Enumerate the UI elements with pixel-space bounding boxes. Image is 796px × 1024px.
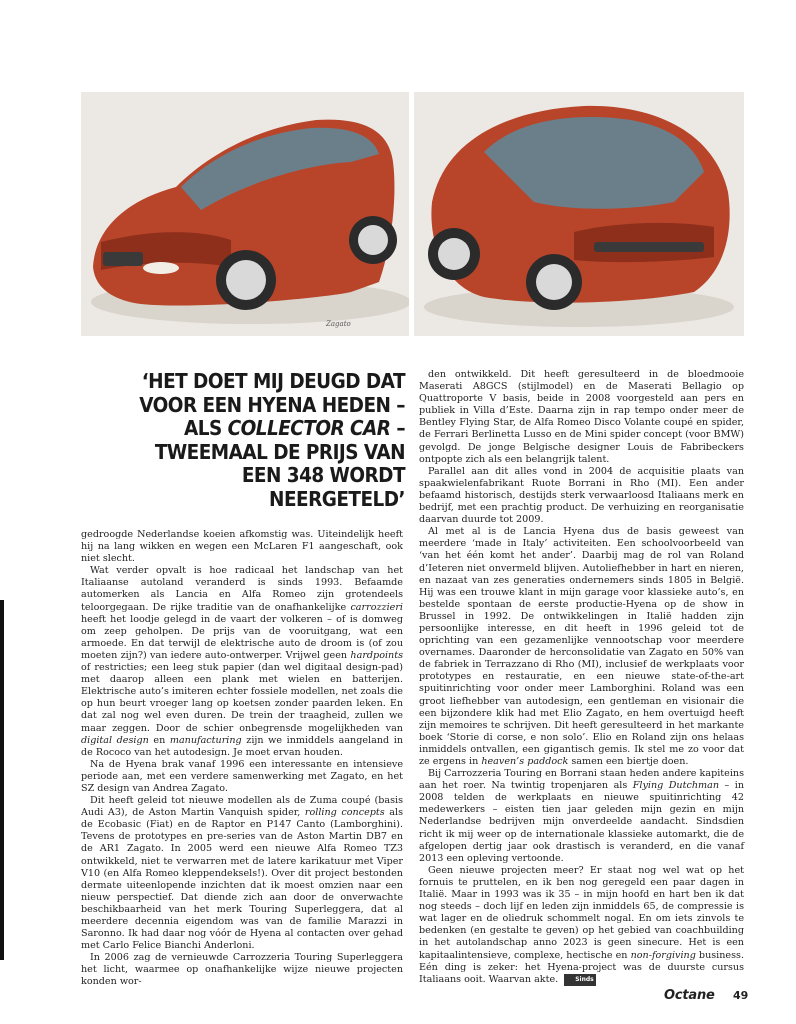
italic-phrase: manufacturing (169, 734, 242, 746)
paragraph-text: heeft het loodje gelegd in de vaart der volkeren – of is domweg om zeep geholpen. De prijs van de vooruitgang, wat een armoede. En dat terwijl de elektrische auto de droom is (of zou moeten zijn?) van iedere auto-ontwerper. Vrijwel geen (81, 613, 403, 661)
car-front-illustration (81, 92, 409, 336)
italic-phrase: heaven’s paddock (481, 756, 569, 767)
pull-quote-italic: COLLECTOR CAR (227, 416, 391, 440)
paragraph-text: Parallel aan dit alles vond in 2004 de acquisitie plaats van spaakwielenfabrikant Ruote Borrani in Rho (MI). Een ander befaamd historisch, destijds sterk verwaarloosd Italiaans merk en bedrijf, met een prachtig product. De verhuizing en reorganisatie daarvan duurde tot 2009. (419, 465, 744, 526)
italic-phrase: hardpoints (350, 649, 403, 661)
paragraph-text: Na de Hyena brak vanaf 1996 een interessante en intensieve periode aan, met een verdere samenwerking met Zagato, en het SZ design van Andrea Zagato. (81, 758, 403, 794)
paragraph-text: business. Eén ding is zeker: het Hyena-project was de duurste cursus Italiaans ooit. Waarvan akte. (419, 949, 744, 985)
paragraph-text: als de Ecobasic (Fiat) en de Raptor en P147 Canto (Lamborghini). Tevens de prototypes en pre-series van de Aston Martin DB7 en de AR1 Zagato. In 2005 werd een nieuwe Alfa Romeo TZ3 ontwikkeld, niet te verwarren met de latere karikatuur met Viper V10 (en Alfa Romeo kleppendeksels!). Over dit project bestonden dermate uiteenlopende inzichten dat ik moest omzien naar een nieuw perspectief. Dat diende zich aan door de onverwachte beschikbaarheid van het merk Touring Superleggera, dat al meerdere decennia eigendom was van de familie Marazzi in Saronno. Ik had daar nog vóór de Hyena al contacten over gehad met Carlo Felice Bianchi Anderloni. (81, 807, 403, 952)
artist-signature: Zagato (326, 320, 351, 328)
article-paragraph (419, 369, 744, 466)
paragraph-text: Geen nieuwe projecten meer? Er staat nog wel wat op het fornuis te pruttelen, en ik ben nog geregeld een paar dagen in Italië. Maar in 1993 was ik 35 – in mijn hoofd en hart ben ik dat nog steeds – doch lijf en leden zijn inmiddels 65, de compressie is wat lager en de oliedruk schommelt nogal. En om iets zinvols te bedenken (en gestalte te geven) op het gebied van coachbuilding in het autolandschap anno 2023 is geen sinecure. Het is een kapitaalintensieve, complexe, hectische en (419, 864, 744, 961)
article-paragraph (419, 466, 744, 526)
article-paragraph (81, 565, 403, 759)
page-number: 49 (733, 989, 749, 1002)
paragraph-text: den ontwikkeld. Dit heeft geresulteerd in de bloedmooie Maserati A8GCS (stijlmodel) en de Maserati Bellagio op Quattroporte V basis, beide in 2008 voorgesteld aan pers en publiek in Villa d’Este. Daarna zijn in rap tempo onder meer de Bentley Flying Star, de Alfa Romeo Disco Volante coupé en spider, de Ferrari Berlinetta Lusso en de Mini spider concept (voor BMW) gevolgd. De jonge Belgische designer Louis de Fabribeckers ontpopte zich als een belangrijk talent. (419, 369, 744, 465)
article-paragraph (419, 865, 744, 986)
italic-phrase: rolling concepts (304, 807, 385, 819)
article-paragraph (419, 768, 744, 865)
article-paragraph (81, 529, 403, 565)
car-sketch-front-image (81, 92, 409, 336)
pull-quote-part-1: ‘HET DOET MIJ DEUGD DAT VOOR EEN HYENA HEDEN – ALS (139, 369, 405, 440)
article-paragraph (81, 952, 403, 988)
paragraph-text: samen een biertje doen. (568, 756, 689, 767)
italic-phrase: digital design (81, 734, 149, 746)
car-rear-illustration (414, 92, 744, 336)
paragraph-text: gedroogde Nederlandse koeien afkomstig was. Uiteindelijk heeft hij na lang wikken en wegen een McLaren F1 aangeschaft, ook niet slecht. (81, 529, 403, 565)
italic-phrase: Flying Dutchman (632, 780, 720, 792)
italic-phrase: carrozzieri (350, 601, 403, 613)
article-column-left (81, 529, 403, 989)
article-column-right (419, 369, 744, 986)
article-paragraph (419, 526, 744, 768)
italic-phrase: non-forgiving (630, 949, 696, 961)
paragraph-text: Dit heeft geleid tot nieuwe modellen als de Zuma coupé (basis Audi A3), de Aston Martin Vanquish spider, (81, 795, 403, 819)
pull-quote-part-2: – TWEEMAAL DE PRIJS VAN EEN 348 WORDT NEERGETELD’ (154, 416, 405, 511)
article-paragraph (81, 759, 403, 795)
end-mark: Sinds (564, 974, 596, 986)
page-edge-bar (0, 600, 4, 960)
paragraph-text: – in 2008 telden de werkplaats en nieuwe spuitinrichting 42 medewerkers – eisten tien jaar geleden mijn gezin en mijn Nederlandse bedrijven mijn onverdeelde aandacht. Sindsdien richt ik mij weer op de internationale klassieke automarkt, die de afgelopen dertig jaar ook drastisch is veranderd, en die vanaf 2013 een opleving vertoonde. (419, 780, 744, 864)
pull-quote (113, 370, 406, 511)
article-paragraph (81, 795, 403, 952)
paragraph-text: Bij Carrozzeria Touring en Borrani staan heden andere kapiteins aan het roer. Na twintig tropenjaren als (419, 768, 744, 792)
magazine-logo: Octane (664, 988, 715, 1003)
paragraph-text: Al met al is de Lancia Hyena dus de basis geweest van meerdere ‘made in Italy’ activiteiten. Een schoolvoorbeeld van ‘van het één komt het ander’. Daarbij mag de rol van Roland d’Ieteren niet onvermeld blijven. Autoliefhebber in hart en nieren, en nazaat van zes generaties ondernemers sinds 1805 in België. Hij was een trouwe klant in mijn garage voor klassieke auto’s, en bestelde spontaan de eerste productie-Hyena op de show in Brussel in 1992. De ontwikkelingen in Italië hadden zijn persoonlijke interesse, en dit heeft in 1996 geleid tot de oprichting van een gezamenlijke vennootschap voor meerdere overnames. Daaronder de herconsolidatie van Zagato en 50% van de fabriek in Terrazzano di Rho (MI), inclusief de werkplaats voor prototypes en restauratie, en een nieuwe state-of-the-art spuitinrichting voor onder meer Lamborghini. Roland was een groot liefhebber van autodesign, een gentleman en visionair die een bijzondere klik had met Elio Zagato, en hem overtuigd heeft zijn memoires te schrijven. Dit heeft geresulteerd in het markante boek ‘Storie di corse, e non solo’. Elio en Roland zijn ons helaas inmiddels ontvallen, een gigantisch gemis. Ik stel me zo voor dat ze ergens in (419, 526, 744, 767)
car-sketch-rear-image (414, 92, 744, 336)
paragraph-text: In 2006 zag de vernieuwde Carrozzeria Touring Superleggera het licht, waarmee op onafhankelijke wijze nieuwe projecten konden wor- (81, 952, 403, 988)
paragraph-text: en (148, 734, 170, 746)
paragraph-text: Wat verder opvalt is hoe radicaal het landschap van het Italiaanse autoland veranderd is sinds 1993. Befaamde automerken als Lancia en Alfa Romeo zijn grotendeels teloorgegaan. De rijke traditie van de onafhankelijke (81, 565, 403, 613)
paragraph-text: zijn we inmiddels aangeland in de Rococo van het autodesign. Je moet ervan houden. (81, 734, 403, 758)
paragraph-text: of restricties; een leeg stuk papier (dan wel digitaal design-pad) met daarop alleen een plank met wielen en batterijen. Elektrische auto’s imiteren echter fossiele modellen, net zoals die op hun beurt vroeger lang op koetsen zonder paarden leken. En dat zal nog wel even duren. De trein der traagheid, zullen we maar zeggen. Door de schier onbegrensde mogelijkheden van (81, 662, 403, 734)
